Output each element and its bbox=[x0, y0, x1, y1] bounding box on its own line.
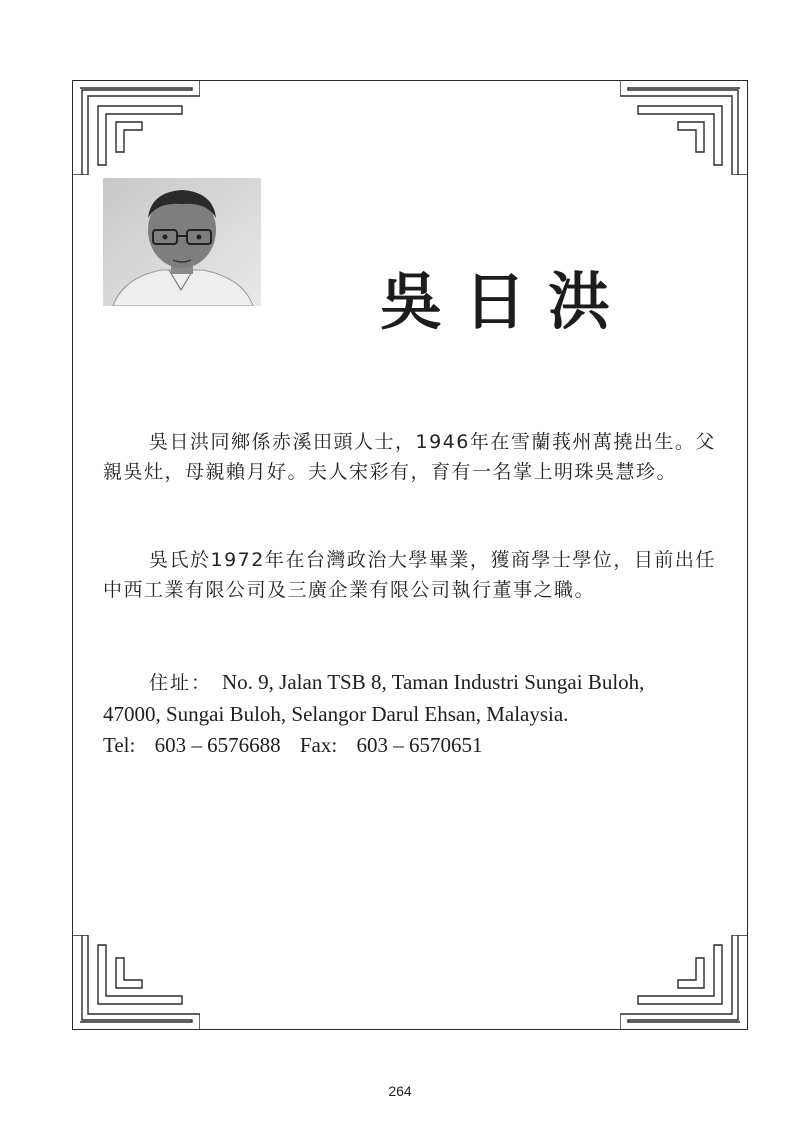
corner-ornament-top-right bbox=[620, 80, 748, 175]
page-number: 264 bbox=[388, 1083, 412, 1099]
portrait-photo bbox=[103, 178, 261, 306]
corner-ornament-bottom-left bbox=[72, 935, 200, 1030]
address-label: 住址： bbox=[149, 672, 213, 694]
bio-paragraph-2: 吳氏於1972年在台灣政治大學畢業，獲商學士學位，目前出任中西工業有限公司及三廣企業有限公司執行董事之職。 bbox=[103, 549, 716, 601]
address-line-1 bbox=[103, 667, 733, 699]
corner-ornament-bottom-right bbox=[620, 935, 748, 1030]
address-line-2: 47000, Sungai Buloh, Selangor Darul Ehsan, Malaysia. bbox=[103, 702, 569, 726]
person-name: 吳日洪 bbox=[380, 265, 633, 338]
bio-paragraph-1: 吳日洪同鄉係赤溪田頭人士，1946年在雪蘭莪州萬撓出生。父親吳灶，母親賴月好。夫人宋彩有，育有一名掌上明珠吳慧珍。 bbox=[103, 431, 716, 483]
fax-number: 603 – 6570651 bbox=[356, 733, 483, 757]
fax-label: Fax: bbox=[299, 733, 338, 757]
address-street: No. 9, Jalan TSB 8, Taman Industri Sungai Buloh, bbox=[222, 670, 645, 694]
tel-label: Tel: bbox=[103, 733, 136, 757]
phone-fax-line bbox=[103, 730, 733, 761]
corner-ornament-top-left bbox=[72, 80, 200, 175]
contact-block bbox=[103, 667, 733, 761]
tel-number: 603 – 6576688 bbox=[154, 733, 281, 757]
